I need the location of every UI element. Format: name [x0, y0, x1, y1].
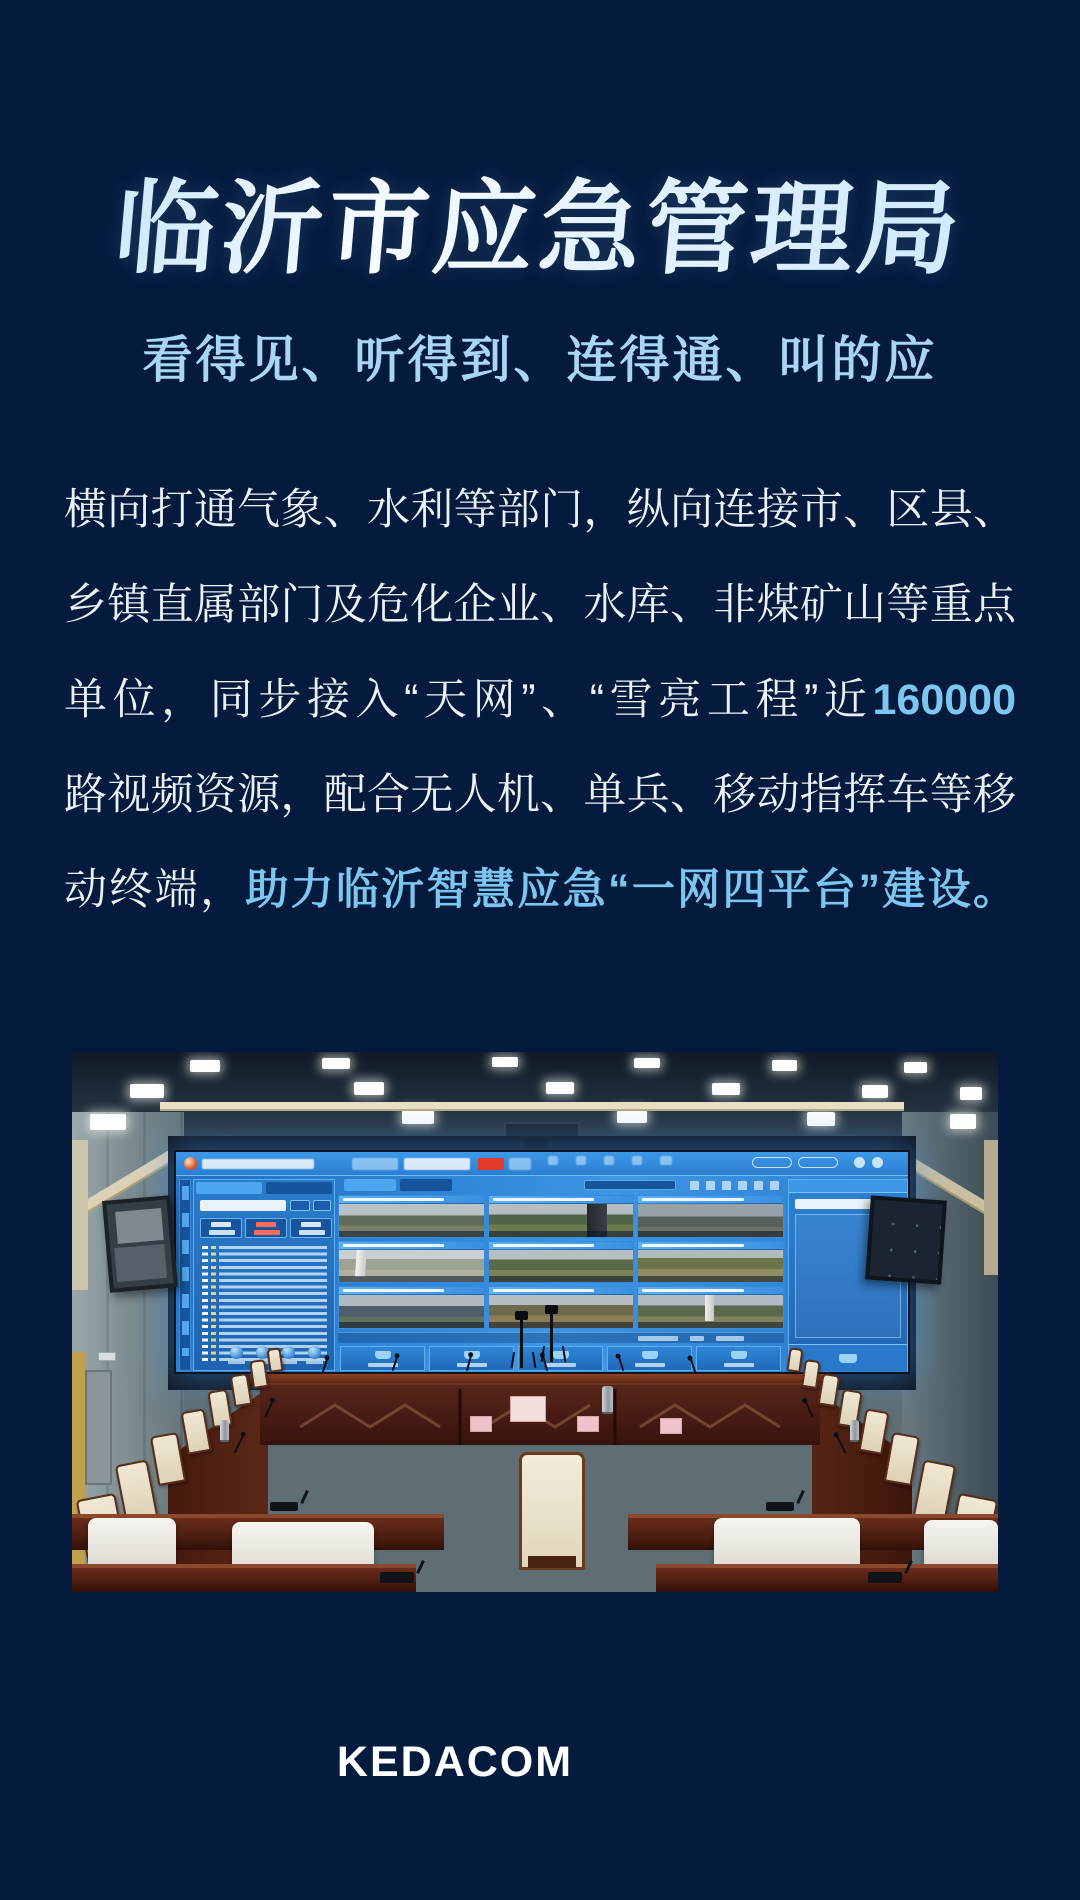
page-title: 临沂市应急管理局 — [0, 148, 1080, 294]
body-paragraph — [64, 463, 1016, 938]
dashboard-header — [176, 1152, 908, 1176]
stat-chip-offline — [245, 1218, 287, 1238]
ceiling-light — [322, 1058, 350, 1069]
stat-chip-online — [200, 1218, 242, 1238]
dispatch-panel-title — [789, 1180, 907, 1193]
platform-title-placeholder — [202, 1159, 314, 1169]
desk-microphone-console — [270, 1502, 298, 1511]
kedacom-logo: KEDACOM — [336, 1738, 574, 1786]
bottom-widget — [429, 1346, 514, 1371]
camera-search-input — [200, 1200, 286, 1211]
ceiling-light — [960, 1087, 982, 1100]
header-pill-button — [752, 1157, 792, 1168]
dispatch-search-input — [795, 1199, 877, 1209]
header-icon — [604, 1156, 614, 1165]
alarm-button — [478, 1158, 504, 1170]
panel-tab-active — [196, 1182, 262, 1194]
layout-icon — [770, 1181, 779, 1190]
highlight-platform-phrase: 助力临沂智慧应急“一网四平台”建设。 — [245, 866, 1017, 914]
ceiling-light — [546, 1082, 574, 1094]
name-card — [577, 1416, 599, 1432]
video-feed — [488, 1195, 635, 1238]
panel-tab — [266, 1182, 332, 1194]
bottom-widget — [696, 1346, 781, 1371]
body-line-1: 横向打通气象、水利等部门，纵向连接市、区县、 — [64, 486, 1016, 534]
chair-cover — [924, 1520, 998, 1570]
video-grid — [338, 1195, 784, 1329]
ceiling-light — [90, 1114, 126, 1130]
page-subtitle: 看得见、听得到、连得通、叫的应 — [142, 332, 938, 388]
body-line-3 — [64, 653, 1016, 748]
video-feed — [488, 1241, 635, 1284]
grid-toolbar — [338, 1332, 784, 1343]
header-icon — [548, 1156, 558, 1165]
thermos-bottle — [220, 1420, 229, 1442]
foreground-desk-front — [656, 1564, 998, 1592]
video-feed — [338, 1286, 485, 1329]
ceiling-light — [904, 1062, 927, 1073]
grid-tab — [400, 1179, 452, 1191]
name-card — [660, 1418, 682, 1434]
center-chair — [519, 1452, 585, 1570]
cove-molding — [160, 1102, 904, 1111]
wall-monitor-right — [865, 1195, 947, 1284]
ceiling-light — [492, 1057, 518, 1067]
header-select — [404, 1158, 470, 1170]
search-button — [290, 1200, 310, 1211]
ceiling-light — [190, 1060, 220, 1072]
desk-microphone-console — [868, 1572, 902, 1583]
video-feed — [637, 1241, 784, 1284]
side-tab-rail — [179, 1179, 191, 1371]
control-room-photo — [72, 1052, 998, 1592]
name-card — [510, 1396, 546, 1422]
wall-monitor-left — [102, 1195, 178, 1293]
cove-fascia — [72, 1140, 88, 1290]
video-feed — [338, 1241, 485, 1284]
body-line-5-text: 动终端， — [64, 866, 246, 914]
stat-chip-total — [290, 1218, 332, 1238]
header-icon — [660, 1156, 672, 1165]
layout-icon — [706, 1181, 715, 1190]
ceiling-light — [772, 1060, 797, 1071]
header-button — [352, 1158, 398, 1170]
camera-list-checkboxes — [202, 1246, 208, 1364]
body-line-3-text: 单位，同步接入“天网”、“雪亮工程”近 — [64, 676, 873, 724]
foreground-desk-front — [72, 1564, 416, 1592]
highlight-camera-count: 160000 — [872, 676, 1016, 724]
video-feed — [637, 1195, 784, 1238]
video-wall-screen — [174, 1150, 910, 1374]
header-circle-button — [872, 1157, 883, 1168]
body-line-2: 乡镇直属部门及危化企业、水库、非煤矿山等重点 — [64, 581, 1016, 629]
platform-logo-icon — [184, 1157, 197, 1170]
video-feed — [488, 1286, 635, 1329]
header-icon — [632, 1156, 642, 1165]
header-circle-button — [854, 1157, 865, 1168]
grid-tab-active — [344, 1179, 396, 1191]
layout-icon — [754, 1181, 763, 1190]
layout-icon — [738, 1181, 747, 1190]
wall-panel — [85, 1370, 112, 1485]
layout-icon — [722, 1181, 731, 1190]
ceiling-light — [634, 1058, 660, 1068]
panel-action-button — [282, 1346, 295, 1359]
thermos-bottle — [850, 1420, 859, 1442]
ceiling-light — [130, 1084, 164, 1098]
layout-icon — [690, 1181, 699, 1190]
wall-switch — [98, 1352, 116, 1361]
header-button — [509, 1158, 531, 1170]
thermos-bottle — [602, 1386, 613, 1414]
panel-action-button — [230, 1346, 243, 1359]
video-grid-panel — [338, 1179, 784, 1371]
ceiling-light — [354, 1082, 384, 1095]
chair — [818, 1373, 841, 1407]
ceiling-light — [807, 1112, 835, 1126]
filter-button — [313, 1200, 331, 1211]
header-icon — [576, 1156, 586, 1165]
conference-camera — [524, 1138, 548, 1149]
ceiling-light — [712, 1083, 740, 1095]
cove-fascia — [984, 1140, 998, 1275]
grid-info-bar — [584, 1180, 676, 1190]
camera-list-icons — [211, 1246, 216, 1364]
bottom-widget — [340, 1346, 425, 1371]
name-card — [470, 1416, 492, 1432]
body-line-5 — [64, 843, 1016, 938]
header-pill-button — [798, 1157, 838, 1168]
chair-cover — [88, 1518, 176, 1570]
body-line-4: 路视频资源，配合无人机、单兵、移动指挥车等移 — [64, 771, 1016, 819]
panel-action-button — [308, 1346, 321, 1359]
video-feed — [338, 1195, 485, 1238]
desk-microphone-console — [766, 1502, 794, 1511]
ceiling-light — [950, 1114, 976, 1129]
desk-microphone-console — [380, 1572, 414, 1583]
camera-list-panel — [193, 1179, 335, 1371]
ceiling-light — [402, 1110, 434, 1124]
wall-accent-strip — [72, 1352, 85, 1592]
ceiling-light — [862, 1085, 888, 1098]
video-feed — [637, 1286, 784, 1329]
ceiling-light — [617, 1110, 647, 1123]
